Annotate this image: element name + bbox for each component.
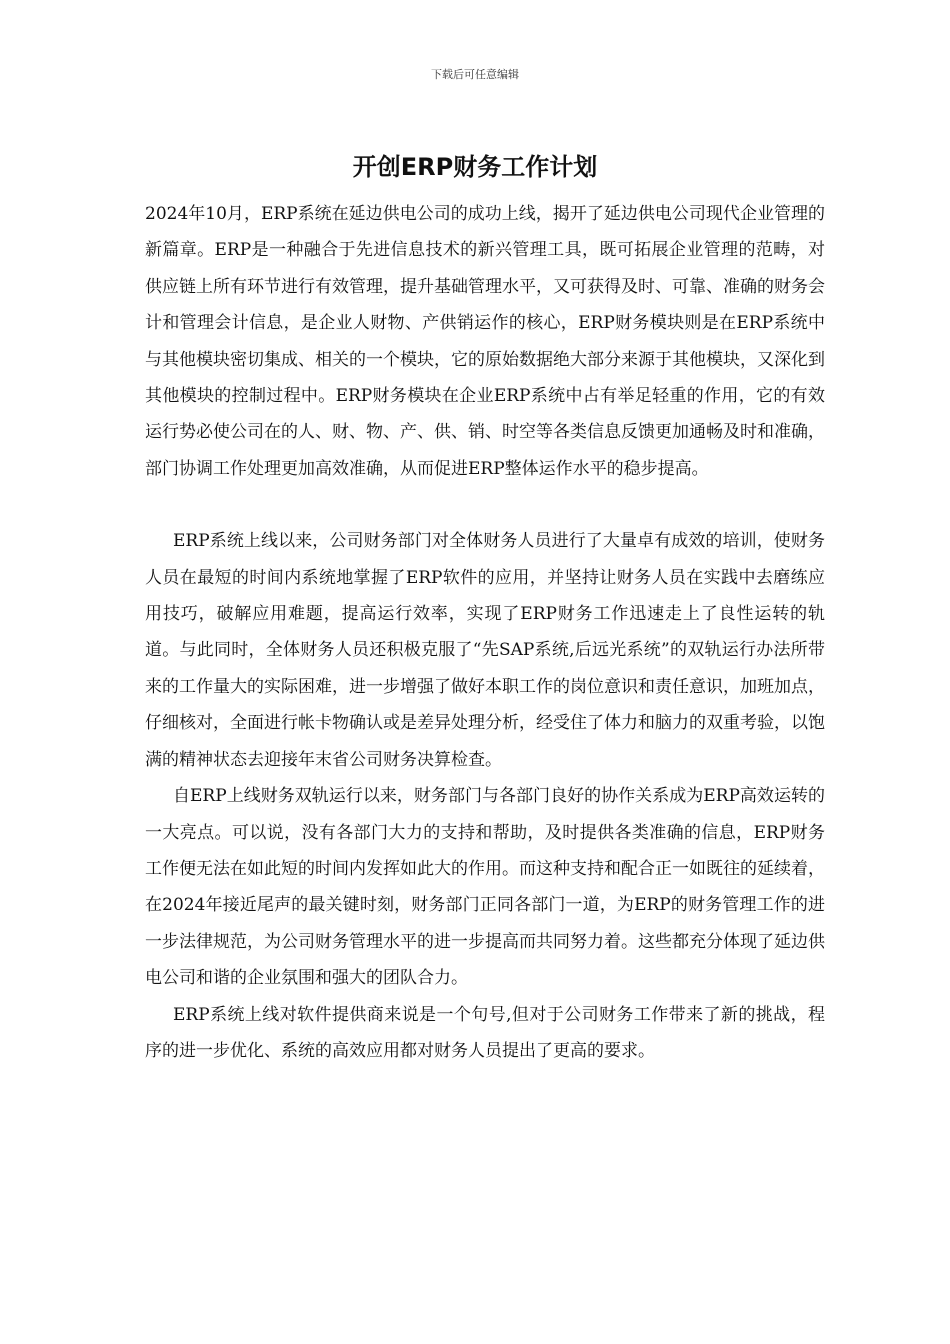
paragraph-3: 自ERP上线财务双轨运行以来，财务部门与各部门良好的协作关系成为ERP高效运转的一大亮点。可以说，没有各部门大力的支持和帮助，及时提供各类准确的信息，ERP财务工作便无法在如此短的时间内发挥如此大的作用。而这种支持和配合正一如既往的延续着，在2024年接近尾声的最关键时刻，财务部门正同各部门一道，为ERP的财务管理工作的进一步法律规范，为公司财务管理水平的进一步提高而共同努力着。这些都充分体现了延边供电公司和谐的企业氛围和强大的团队合力。: [145, 786, 825, 989]
document-body: [145, 196, 825, 1069]
paragraph-spacer: [145, 487, 825, 523]
paragraph-1: 2024年10月，ERP系统在延边供电公司的成功上线，揭开了延边供电公司现代企业管理的新篇章。ERP是一种融合于先进信息技术的新兴管理工具，既可拓展企业管理的范畴，对供应链上所有环节进行有效管理，提升基础管理水平，又可获得及时、可靠、准确的财务会计和管理会计信息，是企业人财物、产供销运作的核心，ERP财务模块则是在ERP系统中与其他模块密切集成、相关的一个模块，它的原始数据绝大部分来源于其他模块，又深化到其他模块的控制过程中。ERP财务模块在企业ERP系统中占有举足轻重的作用，它的有效运行势必使公司在的人、财、物、产、供、销、时空等各类信息反馈更加通畅及时和准确，部门协调工作处理更加高效准确，从而促进ERP整体运作水平的稳步提高。: [145, 204, 825, 479]
document-title: 开创ERP财务工作计划: [352, 153, 598, 181]
paragraph-2: ERP系统上线以来，公司财务部门对全体财务人员进行了大量卓有成效的培训，使财务人员在最短的时间内系统地掌握了ERP软件的应用，并坚持让财务人员在实践中去磨练应用技巧，破解应用难题，提高运行效率，实现了ERP财务工作迅速走上了良性运转的轨道。与此同时，全体财务人员还积极克服了“先SAP系统,后远光系统”的双轨运行办法所带来的工作量大的实际困难，进一步增强了做好本职工作的岗位意识和责任意识，加班加点，仔细核对，全面进行帐卡物确认或是差异处理分析，经受住了体力和脑力的双重考验，以饱满的精神状态去迎接年末省公司财务决算检查。: [145, 531, 825, 770]
page-header-note: 下载后可任意编辑: [431, 68, 519, 81]
paragraph-4: ERP系统上线对软件提供商来说是一个句号,但对于公司财务工作带来了新的挑战，程序的进一步优化、系统的高效应用都对财务人员提出了更高的要求。: [145, 1004, 825, 1061]
